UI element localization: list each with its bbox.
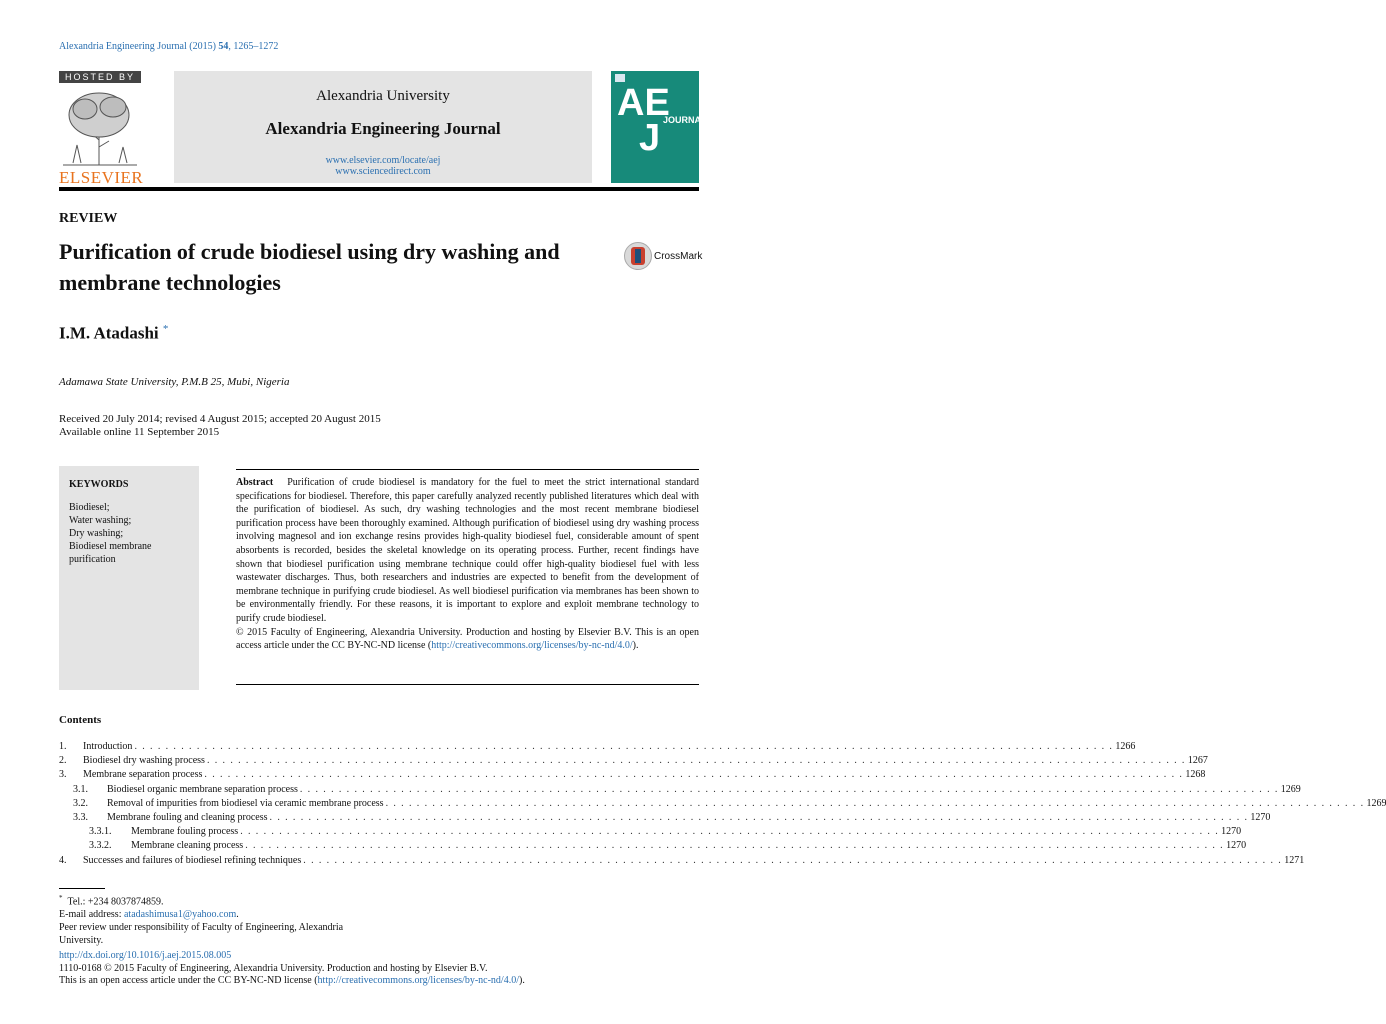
- toc-entry[interactable]: [59, 755, 1208, 769]
- elsevier-tree-logo: [59, 85, 141, 169]
- elsevier-logo-text: ELSEVIER: [59, 168, 144, 187]
- citation-journal: Alexandria Engineering Journal (2015): [59, 41, 216, 52]
- journal-cover-image: [611, 71, 707, 183]
- toc-entry-number: 3.3.2.: [89, 840, 112, 852]
- footnote: [59, 892, 389, 947]
- cover-j-letter: J: [639, 117, 661, 159]
- toc-entry-page: 1269: [1366, 797, 1386, 809]
- table-of-contents: [59, 741, 1386, 869]
- toc-leader-dots: [245, 840, 1224, 851]
- toc-entry-number: 1.: [59, 741, 67, 752]
- abstract-heading: Abstract: [236, 477, 274, 488]
- toc-entry[interactable]: [59, 840, 1247, 854]
- toc-entry-label: Removal of impurities from biodiesel via ceramic membrane process: [107, 797, 384, 809]
- crossmark-label: CrossMark: [654, 251, 703, 262]
- journal-title: Alexandria Engineering Journal: [265, 119, 501, 138]
- toc-entry-number: 4.: [59, 854, 67, 866]
- doi-link[interactable]: http://dx.doi.org/10.1016/j.aej.2015.08.005: [59, 950, 232, 961]
- toc-entry-number: 3.2.: [73, 797, 88, 809]
- citation-pages: , 1265–1272: [228, 41, 279, 52]
- toc-entry-label: Biodiesel organic membrane separation process: [107, 783, 298, 795]
- toc-entry-number: 3.3.1.: [89, 826, 112, 838]
- crossmark-badge[interactable]: [624, 242, 714, 274]
- author-affiliation: Adamawa State University, P.M.B 25, Mubi, Nigeria: [59, 376, 290, 388]
- keywords-heading: KEYWORDS: [69, 479, 129, 490]
- keyword-item: Biodiesel;: [69, 502, 110, 513]
- author-name-text: I.M. Atadashi: [59, 323, 159, 343]
- toc-entry-number: 3.3.: [73, 811, 88, 823]
- oa-license-link[interactable]: http://creativecommons.org/licenses/by-nc-nd/4.0/: [317, 975, 519, 986]
- article-title: Purification of crude biodiesel using dry washing and membrane technologies: [59, 239, 560, 295]
- keyword-item: Dry washing;: [69, 528, 124, 539]
- toc-leader-dots: [303, 855, 1282, 866]
- crossmark-icon: [624, 242, 652, 270]
- cover-journal-word: JOURNAL: [663, 115, 707, 125]
- journal-url-elsevier[interactable]: www.elsevier.com/locate/aej: [325, 155, 441, 166]
- crossmark-icon-blue: [635, 249, 641, 263]
- article-dates: [59, 413, 381, 439]
- toc-entry[interactable]: [59, 826, 1242, 840]
- footnote-rule: [59, 888, 105, 889]
- citation-volume: 54: [218, 41, 229, 52]
- received-dates: Received 20 July 2014; revised 4 August 2015; accepted 20 August 2015: [59, 413, 381, 425]
- article-footer: [59, 950, 699, 988]
- toc-entry[interactable]: [59, 797, 1386, 812]
- cover-ae-letters: AE: [617, 82, 670, 124]
- toc-leader-dots: [204, 769, 1183, 780]
- toc-entry[interactable]: [59, 811, 1271, 826]
- toc-entry-page: 1268: [1185, 769, 1206, 781]
- footnote-tel: [59, 892, 389, 908]
- journal-citation[interactable]: [59, 41, 278, 52]
- abstract-license-link[interactable]: http://creativecommons.org/licenses/by-nc-nd/4.0/: [431, 640, 633, 652]
- footnote-mark: *: [59, 894, 63, 902]
- hosted-by-label: HOSTED BY: [59, 71, 141, 83]
- toc-entry[interactable]: [59, 854, 1305, 869]
- footnote-email: [59, 908, 389, 921]
- author-email-link[interactable]: atadashimusa1@yahoo.com: [123, 909, 237, 921]
- toc-leader-dots: [240, 826, 1219, 837]
- toc-entry[interactable]: [59, 769, 1206, 783]
- cover-emblem: [615, 74, 625, 82]
- author-footnote-mark[interactable]: *: [162, 323, 169, 335]
- available-online-date: Available online 11 September 2015: [59, 426, 220, 438]
- oa-text: This is an open access article under the CC BY-NC-ND license (: [59, 975, 318, 986]
- keyword-item: Water washing;: [69, 515, 132, 526]
- toc-entry-number: 3.: [59, 769, 67, 781]
- abstract-copyright: © 2015 Faculty of Engineering, Alexandria University. Production and hosting by Elsevier B.V. This is an open access article under the CC BY-NC-ND license (: [236, 626, 699, 652]
- toc-entry-page: 1270: [1221, 826, 1242, 838]
- toc-leader-dots: [207, 755, 1186, 766]
- toc-entry-label: Membrane cleaning process: [131, 840, 244, 852]
- toc-entry-number: 2.: [59, 755, 67, 767]
- toc-entry-label: Membrane separation process: [83, 769, 203, 781]
- keywords-box: [59, 466, 199, 690]
- abstract-body: Purification of crude biodiesel is mandatory for the fuel to meet the strict international standard specifications for biodiesel. Therefore, this paper carefully analyzed recently published literatures which deal with the purification of biodiesel. As such, dry washing technologies and the most recent membrane biodiesel purification process have been thoroughly examined. Although purification of biodiesel using dry washing process involving magnesol and ion exchange resins provides high-quality biodiesel fuel, considerable amount of spent absorbents is recorded, besides the skeletal knowledge on its operating process. Further, recent findings have shown that biodiesel purification using membrane technique could offer high-quality biodiesel fuel with less wastewater discharges. Thus, both researchers and industries are expected to benefit from the development of membrane technique in purifying crude biodiesel. As well biodiesel purification via membranes has been shown to be environmentally friendly. For these reasons, it is important to explore and exploit membrane technology to purify crude biodiesel.: [236, 477, 699, 624]
- keywords-list: [69, 501, 194, 566]
- toc-entry-number: 3.1.: [73, 783, 88, 795]
- toc-leader-dots: [270, 812, 1249, 823]
- contents-heading: Contents: [59, 714, 102, 726]
- journal-info-box: [174, 71, 592, 183]
- footnote-email-label: E-mail address:: [59, 909, 124, 921]
- toc-entry-label: Successes and failures of biodiesel refining techniques: [83, 854, 302, 866]
- toc-entry-label: Biodiesel dry washing process: [83, 755, 205, 767]
- toc-leader-dots: [300, 784, 1279, 795]
- toc-entry-page: 1266: [1115, 741, 1136, 752]
- toc-entry-label: Membrane fouling process: [131, 826, 239, 838]
- abstract: [236, 476, 699, 653]
- header-rule: [59, 187, 699, 191]
- journal-url-sciencedirect[interactable]: www.sciencedirect.com: [335, 166, 431, 177]
- abstract-rule-top: [236, 469, 699, 470]
- toc-entry-page: 1267: [1187, 755, 1208, 767]
- footnote-tel-text: Tel.: +234 8037874859.: [67, 896, 164, 908]
- university-name: Alexandria University: [316, 88, 450, 104]
- author-name: [59, 323, 168, 344]
- keyword-item: Biodiesel membrane purification: [69, 541, 152, 565]
- journal-header: [59, 71, 707, 187]
- toc-entry-label: Membrane fouling and cleaning process: [107, 811, 268, 823]
- footnote-email-end: .: [236, 909, 239, 921]
- oa-end: ).: [518, 975, 525, 986]
- issn-copyright: 1110-0168 © 2015 Faculty of Engineering, Alexandria University. Production and hosting by Elsevier B.V.: [59, 962, 488, 974]
- toc-leader-dots: [386, 798, 1365, 809]
- toc-entry-page: 1270: [1226, 840, 1247, 852]
- peer-review-note: Peer review under responsibility of Faculty of Engineering, Alexandria University.: [59, 922, 344, 947]
- open-access-note: [59, 975, 699, 988]
- abstract-rule-bottom: [236, 684, 699, 685]
- toc-entry-label: Introduction: [83, 741, 133, 752]
- toc-leader-dots: [134, 741, 1113, 752]
- abstract-copyright-end: ).: [632, 640, 639, 652]
- toc-entry-page: 1270: [1250, 811, 1271, 823]
- toc-entry-page: 1269: [1280, 783, 1301, 795]
- toc-entry[interactable]: [59, 741, 1136, 755]
- toc-entry[interactable]: [59, 783, 1301, 798]
- toc-entry-page: 1271: [1284, 854, 1305, 866]
- article-type-label: REVIEW: [59, 211, 118, 226]
